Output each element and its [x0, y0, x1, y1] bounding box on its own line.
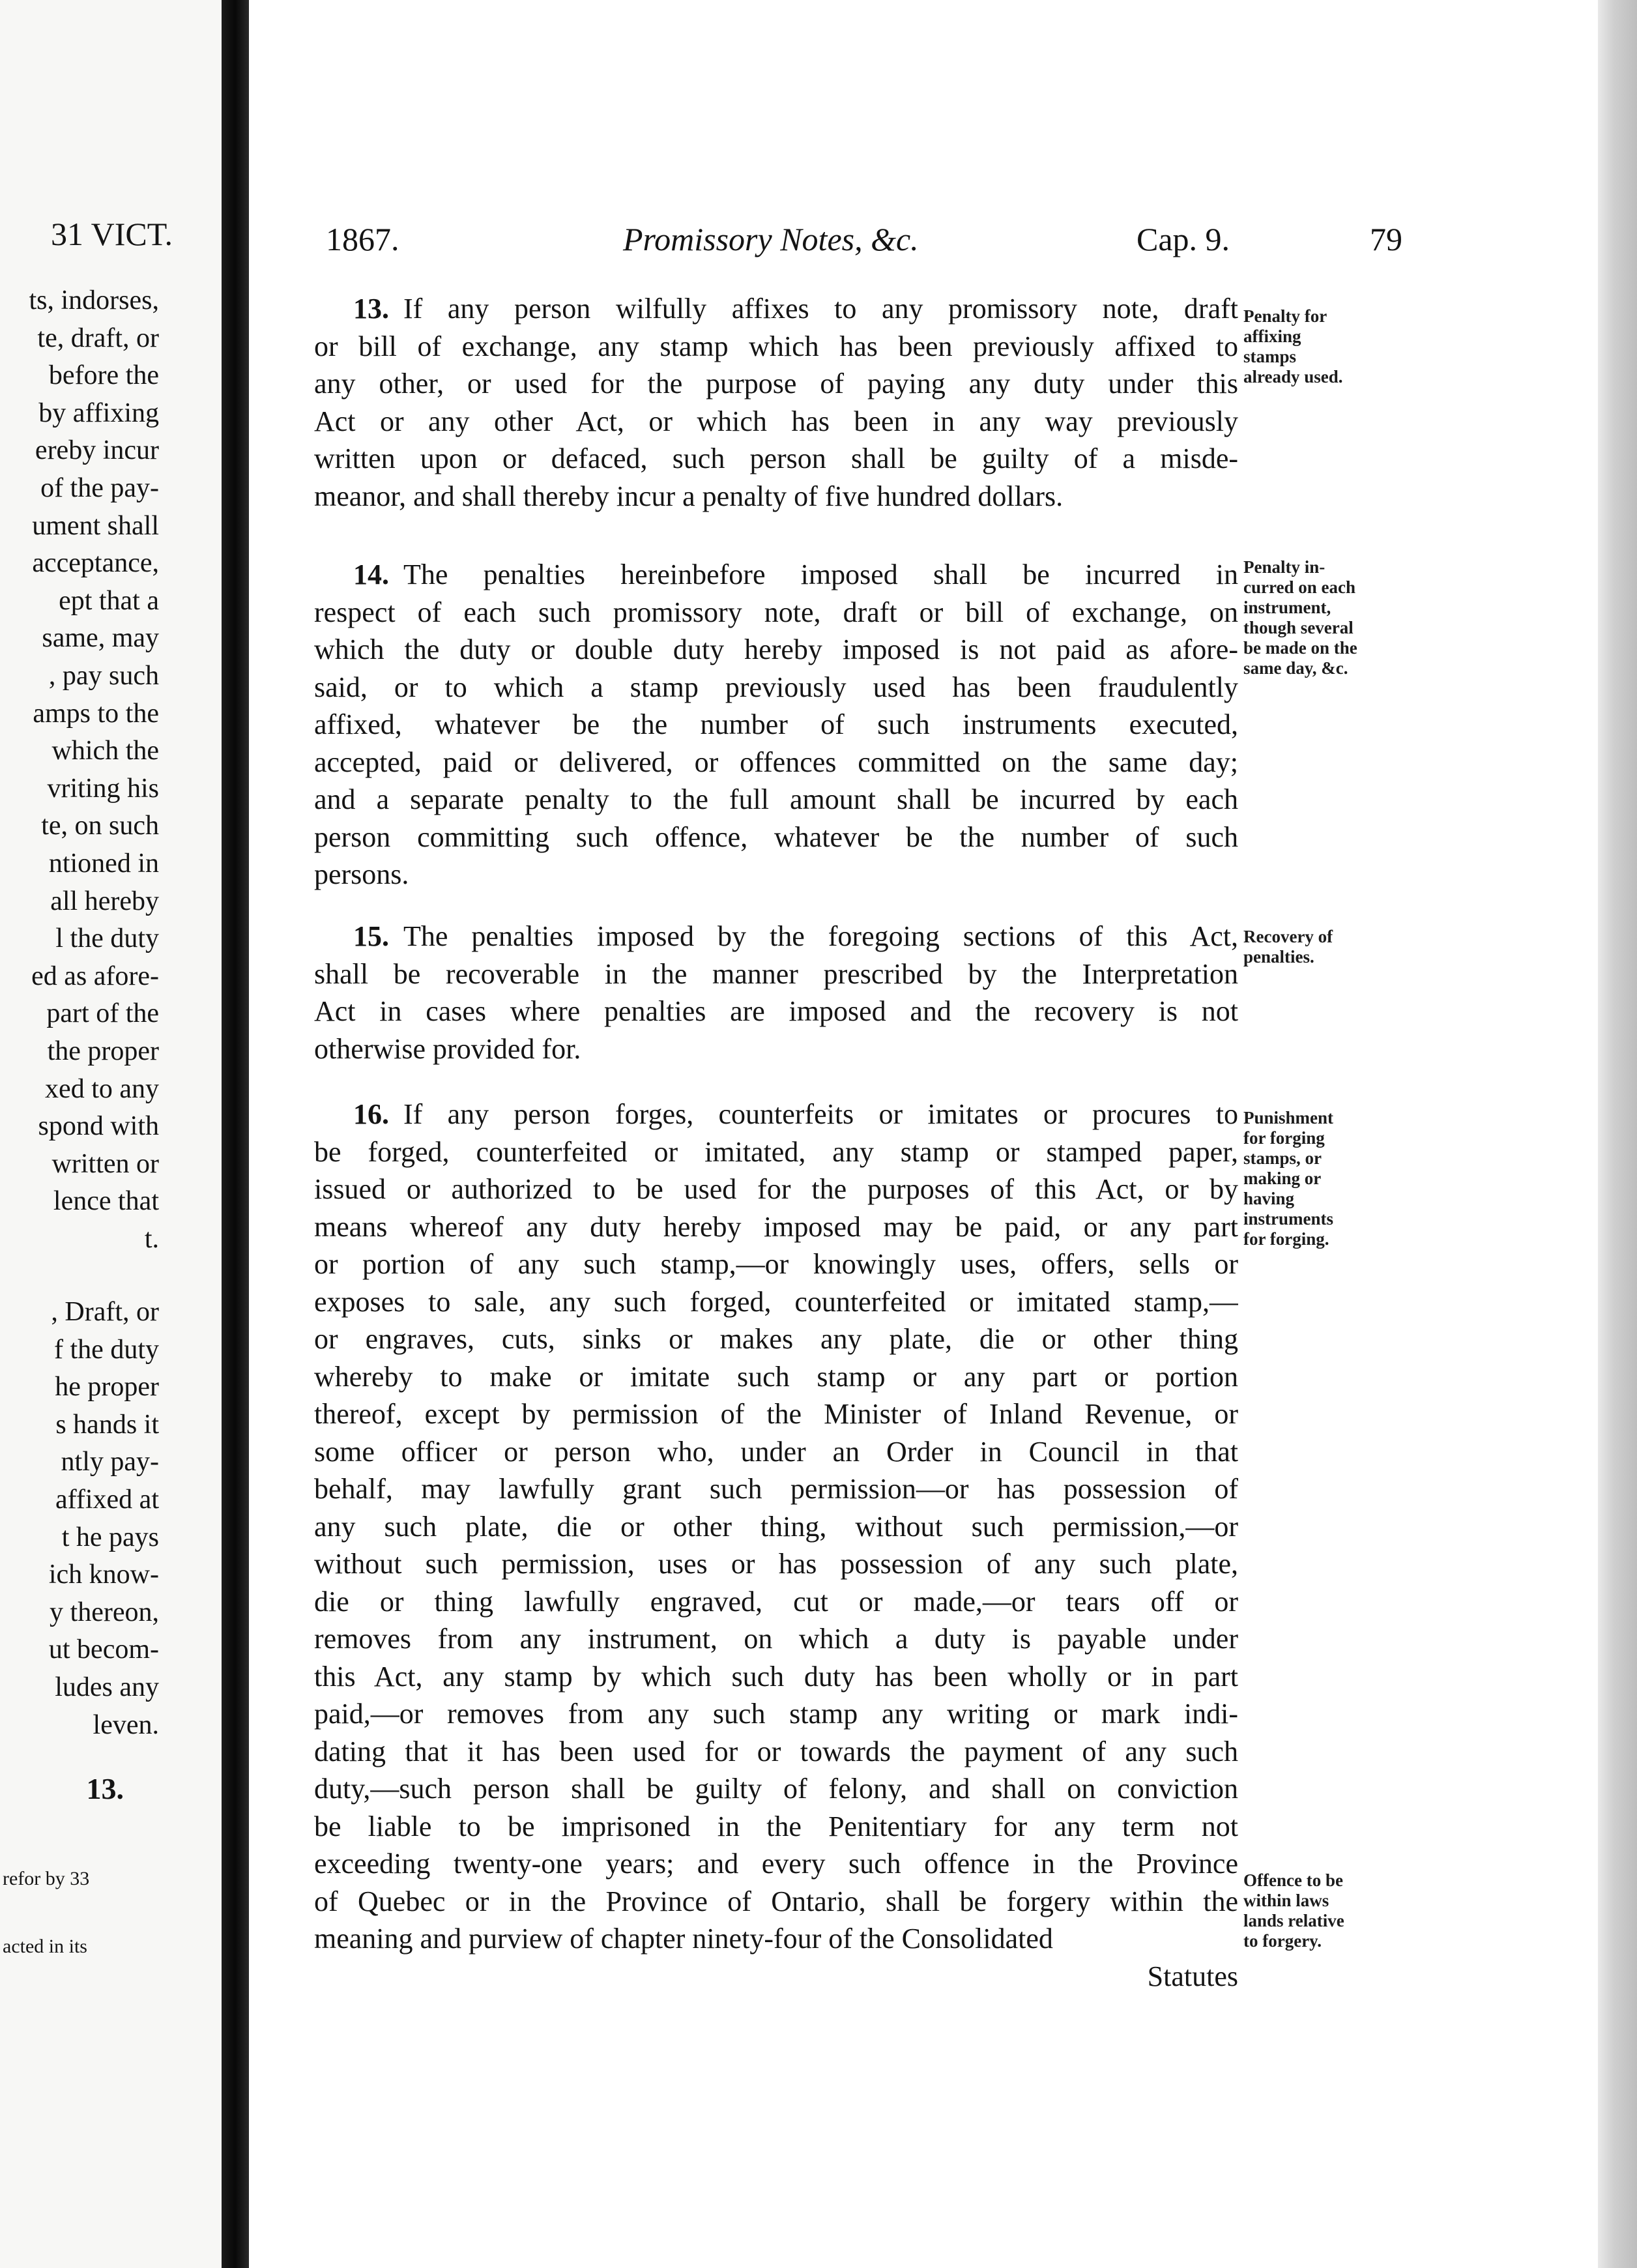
left-page-line: , pay such	[48, 661, 159, 691]
left-page-line: ludes any	[55, 1672, 159, 1702]
section-text: The penalties imposed by the foregoing sections of this Act,	[403, 920, 1238, 952]
margin-note-line: instruments	[1243, 1209, 1334, 1228]
header-year: 1867.	[326, 221, 399, 257]
left-page-line: t.	[144, 1224, 159, 1254]
section-text: The penalties hereinbefore imposed shall be incurred in	[403, 559, 1238, 590]
margin-note-line: stamps	[1243, 347, 1297, 366]
margin-note-line: affixing	[1243, 327, 1301, 346]
left-page-line: ich know-	[48, 1560, 159, 1590]
section-line: meaning and purview of chapter ninety-four of the Consolidated	[314, 1923, 1053, 1955]
section-line: paid,—or removes from any such stamp any writing or mark indi-	[314, 1698, 1238, 1730]
left-page-footnote: acted in its	[3, 1936, 87, 1957]
section-line: meanor, and shall thereby incur a penalty of five hundred dollars.	[314, 480, 1064, 512]
margin-note-line: curred on each	[1243, 577, 1355, 597]
section-line: respect of each such promissory note, draft or bill of exchange, on	[314, 596, 1238, 628]
margin-note-line: already used.	[1243, 367, 1343, 386]
left-page-line: leven.	[93, 1709, 159, 1740]
section-line: means whereof any duty hereby imposed may be paid, or any part	[314, 1210, 1238, 1243]
left-page-header: 31 VICT.	[51, 216, 173, 252]
margin-note-line: for forging	[1243, 1128, 1325, 1148]
header-page-number: 79	[1370, 221, 1402, 257]
section-13	[314, 290, 1238, 515]
left-page-line: ument shall	[32, 510, 159, 541]
section-line: any such plate, die or other thing, without such permission,—or	[314, 1510, 1238, 1543]
section-line: exposes to sale, any such forged, counterfeited or imitated stamp,—	[314, 1285, 1238, 1318]
left-page-line: spond with	[38, 1111, 159, 1142]
margin-note-recovery-penalties	[1243, 927, 1419, 967]
left-page-line: vriting his	[47, 773, 159, 804]
section-line: Act or any other Act, or which has been in any way previously	[314, 405, 1238, 437]
margin-note-line: Punishment	[1243, 1108, 1334, 1127]
section-line: removes from any instrument, on which a duty is payable under	[314, 1623, 1238, 1655]
left-page	[0, 0, 222, 2268]
margin-note-line: Recovery of	[1243, 927, 1333, 946]
left-page-line: acceptance,	[32, 548, 159, 579]
left-page-line: ept that a	[59, 585, 159, 616]
left-page-line: amps to the	[33, 698, 159, 729]
section-line: exceeding twenty-one years; and every such offence in the Province	[314, 1848, 1238, 1880]
section-15	[314, 918, 1238, 1068]
margin-note-line: within laws	[1243, 1891, 1329, 1910]
section-line	[314, 1096, 1238, 1133]
left-page-line: , Draft, or	[51, 1297, 159, 1327]
book-gutter	[222, 0, 249, 2268]
section-line: this Act, any stamp by which such duty has been wholly or in part	[314, 1660, 1238, 1693]
left-page-line: before the	[48, 360, 159, 391]
section-line: of Quebec or in the Province of Ontario, shall be forgery within the	[314, 1885, 1238, 1917]
margin-note-line: instrument,	[1243, 598, 1331, 617]
section-line: and a separate penalty to the full amount shall be incurred by each	[314, 783, 1238, 815]
section-line	[314, 290, 1238, 328]
left-page-line: by affixing	[38, 398, 159, 428]
margin-note-line: Penalty for	[1243, 306, 1327, 326]
margin-note-line: Offence to be	[1243, 1870, 1343, 1890]
page-edge	[1598, 0, 1637, 2268]
left-page-line: ts, indorses,	[29, 285, 159, 315]
right-page	[249, 0, 1637, 2268]
left-page-line: xed to any	[45, 1073, 159, 1104]
left-page-line: te, on such	[41, 811, 159, 841]
section-16	[314, 1096, 1238, 1995]
left-page-line: ntioned in	[48, 849, 159, 879]
left-page-line: te, draft, or	[37, 323, 159, 353]
left-page-line: all hereby	[50, 886, 159, 916]
left-page-line: part of the	[46, 998, 159, 1029]
section-line: behalf, may lawfully grant such permission—or has possession of	[314, 1473, 1238, 1505]
left-page-section-number: 13.	[86, 1772, 124, 1805]
left-page-line: ut becom-	[48, 1635, 159, 1665]
section-line: which the duty or double duty hereby imposed is not paid as afore-	[314, 633, 1238, 665]
section-line: otherwise provided for.	[314, 1032, 581, 1065]
margin-note-line: lands relative	[1243, 1911, 1344, 1930]
section-line: dating that it has been used for or towards the payment of any such	[314, 1735, 1238, 1767]
margin-note-punishment-forging	[1243, 1108, 1419, 1249]
left-page-line: ed as afore-	[31, 961, 159, 991]
left-page-line: the proper	[47, 1036, 159, 1066]
catchword: Statutes	[1147, 1960, 1238, 1992]
section-line: persons.	[314, 858, 409, 890]
header-chapter: Cap. 9.	[1137, 221, 1230, 257]
left-page-line: t he pays	[61, 1522, 159, 1552]
left-page-line: y thereon,	[50, 1597, 159, 1627]
section-text: If any person wilfully affixes to any promissory note, draft	[403, 293, 1238, 325]
margin-note-penalty-each-instrument	[1243, 557, 1419, 678]
margin-note-line: be made on the	[1243, 638, 1357, 658]
margin-note-line: penalties.	[1243, 947, 1314, 967]
section-number: 16.	[353, 1098, 389, 1130]
section-line: Act in cases where penalties are imposed and the recovery is not	[314, 995, 1238, 1027]
section-number: 13.	[353, 293, 389, 325]
section-line: without such permission, uses or has possession of any such plate,	[314, 1548, 1238, 1580]
section-line: issued or authorized to be used for the purposes of this Act, or by	[314, 1173, 1238, 1205]
section-line	[314, 918, 1238, 955]
section-line: or engraves, cuts, sinks or makes any plate, die or other thing	[314, 1323, 1238, 1355]
section-line: whereby to make or imitate such stamp or any part or portion	[314, 1360, 1238, 1393]
margin-note-line: same day, &c.	[1243, 658, 1348, 678]
left-page-footnote: refor by 33	[3, 1868, 90, 1889]
header-title: Promissory Notes, &c.	[623, 221, 919, 257]
section-line: any other, or used for the purpose of paying any duty under this	[314, 368, 1238, 400]
section-line: affixed, whatever be the number of such instruments executed,	[314, 708, 1238, 740]
margin-note-line: Penalty in-	[1243, 557, 1326, 577]
section-line: accepted, paid or delivered, or offences committed on the same day;	[314, 746, 1238, 778]
margin-note-forgery-laws	[1243, 1870, 1419, 1951]
section-line	[314, 556, 1238, 594]
left-page-line: f the duty	[54, 1334, 159, 1365]
left-page-line: ereby incur	[35, 435, 159, 466]
left-page-line: s hands it	[55, 1409, 159, 1440]
section-line: thereof, except by permission of the Minister of Inland Revenue, or	[314, 1398, 1238, 1430]
section-line: some officer or person who, under an Order in Council in that	[314, 1435, 1238, 1468]
margin-note-line: for forging.	[1243, 1229, 1329, 1249]
section-line: duty,—such person shall be guilty of felony, and shall on conviction	[314, 1773, 1238, 1805]
section-text: If any person forges, counterfeits or imitates or procures to	[403, 1098, 1238, 1130]
left-page-line: same, may	[42, 623, 159, 654]
margin-note-line: though several	[1243, 618, 1354, 637]
margin-note-penalty-affixing	[1243, 306, 1419, 387]
section-line: die or thing lawfully engraved, cut or made,—or tears off or	[314, 1585, 1238, 1618]
section-line: or bill of exchange, any stamp which has been previously affixed to	[314, 330, 1238, 362]
section-number: 14.	[353, 559, 389, 590]
section-number: 15.	[353, 920, 389, 952]
left-page-line: l the duty	[55, 923, 159, 954]
margin-note-line: having	[1243, 1189, 1295, 1208]
left-page-line: affixed at	[55, 1485, 159, 1515]
margin-note-line: making or	[1243, 1169, 1322, 1188]
left-page-line: of the pay-	[40, 473, 159, 503]
section-line: written upon or defaced, such person shall be guilty of a misde-	[314, 443, 1238, 474]
section-line: person committing such offence, whatever be the number of such	[314, 821, 1238, 853]
margin-note-line: to forgery.	[1243, 1931, 1322, 1951]
left-page-line: written or	[51, 1148, 159, 1179]
margin-note-line: stamps, or	[1243, 1148, 1322, 1168]
section-14	[314, 556, 1238, 894]
left-page-line: he proper	[55, 1372, 159, 1403]
section-line: or portion of any such stamp,—or knowingly uses, offers, sells or	[314, 1248, 1238, 1280]
section-line: be forged, counterfeited or imitated, any stamp or stamped paper,	[314, 1135, 1238, 1168]
left-page-line: which the	[51, 736, 159, 766]
left-page-line: ntly pay-	[61, 1447, 159, 1477]
section-line: said, or to which a stamp previously used has been fraudulently	[314, 671, 1238, 703]
section-line: shall be recoverable in the manner prescribed by the Interpretation	[314, 957, 1238, 990]
section-line: be liable to be imprisoned in the Penitentiary for any term not	[314, 1810, 1238, 1842]
left-page-line: lence that	[53, 1186, 159, 1217]
